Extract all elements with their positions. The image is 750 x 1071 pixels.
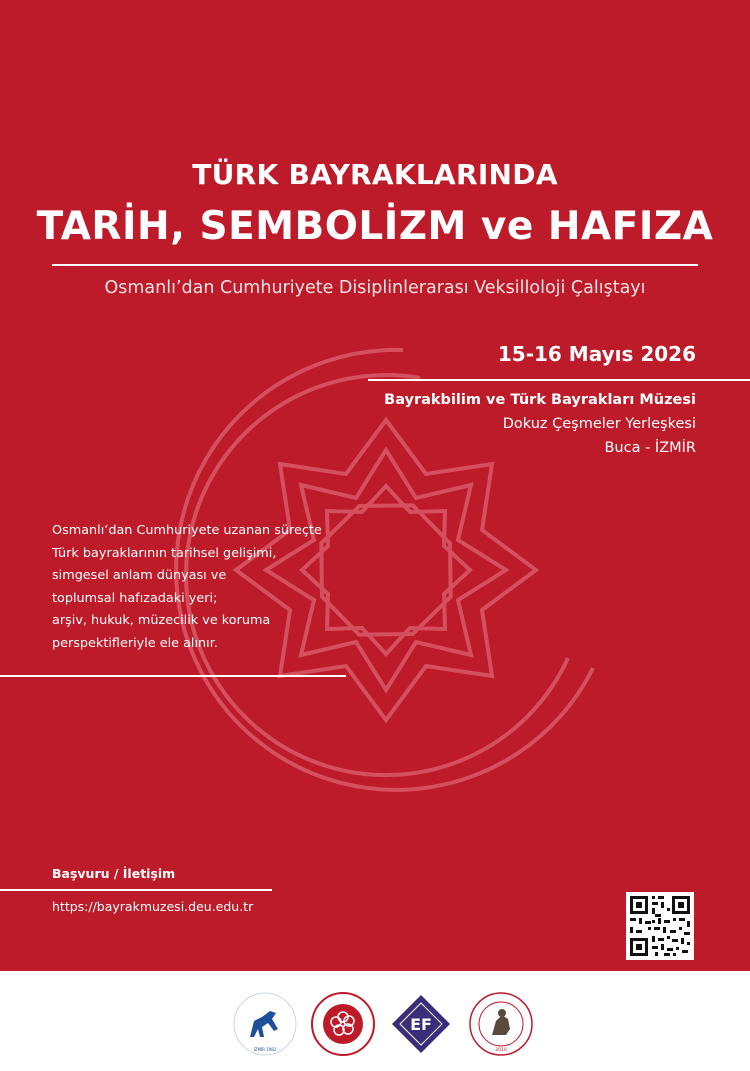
description-line: perspektifleriyle ele alınır. (52, 635, 218, 651)
description-line: Türk bayraklarının tarihsel gelişimi, (52, 545, 277, 561)
description-line: toplumsal hafızadaki yeri; (52, 590, 218, 606)
venue-campus: Dokuz Çeşmeler Yerleşkesi (502, 416, 696, 432)
title-line-2: TARİH, SEMBOLİZM ve HAFIZA (36, 204, 714, 249)
flag-museum-logo (310, 991, 376, 1057)
svg-text:EF: EF (410, 1015, 432, 1034)
title-line-1: TÜRK BAYRAKLARINDA (192, 158, 558, 191)
svg-text:2010: 2010 (495, 1048, 507, 1053)
faculty-logo (388, 991, 454, 1057)
logo-strip (0, 971, 750, 1071)
event-date: 15-16 Mayıs 2026 (497, 342, 696, 366)
date-divider (368, 379, 750, 381)
svg-text:İZMİR 1982: İZMİR 1982 (253, 1047, 277, 1052)
venue-city: Buca - İZMİR (604, 440, 696, 456)
subtitle: Osmanlı’dan Cumhuriyete Disiplinlerarası Veksilloloji Çalıştayı (104, 278, 646, 298)
contact-divider (0, 889, 272, 891)
description-line: simgesel anlam dünyası ve (52, 568, 227, 583)
dokuz-eylul-university-logo (232, 991, 298, 1057)
contact-title: Başvuru / İletişim (52, 866, 176, 881)
contact-url[interactable]: https://bayrakmuzesi.deu.edu.tr (52, 899, 254, 914)
qr-code-graphic (626, 892, 694, 960)
description-line: Osmanlı’dan Cumhuriyete uzanan süreçte (52, 523, 322, 538)
description (52, 520, 382, 655)
venue-name: Bayrakbilim ve Türk Bayrakları Müzesi (384, 392, 696, 408)
qr-code-icon[interactable] (626, 892, 694, 960)
title-divider (52, 264, 698, 266)
museology-department-logo (468, 991, 534, 1057)
description-line: arşiv, hukuk, müzecilik ve koruma (52, 613, 271, 628)
description-divider (0, 675, 346, 677)
